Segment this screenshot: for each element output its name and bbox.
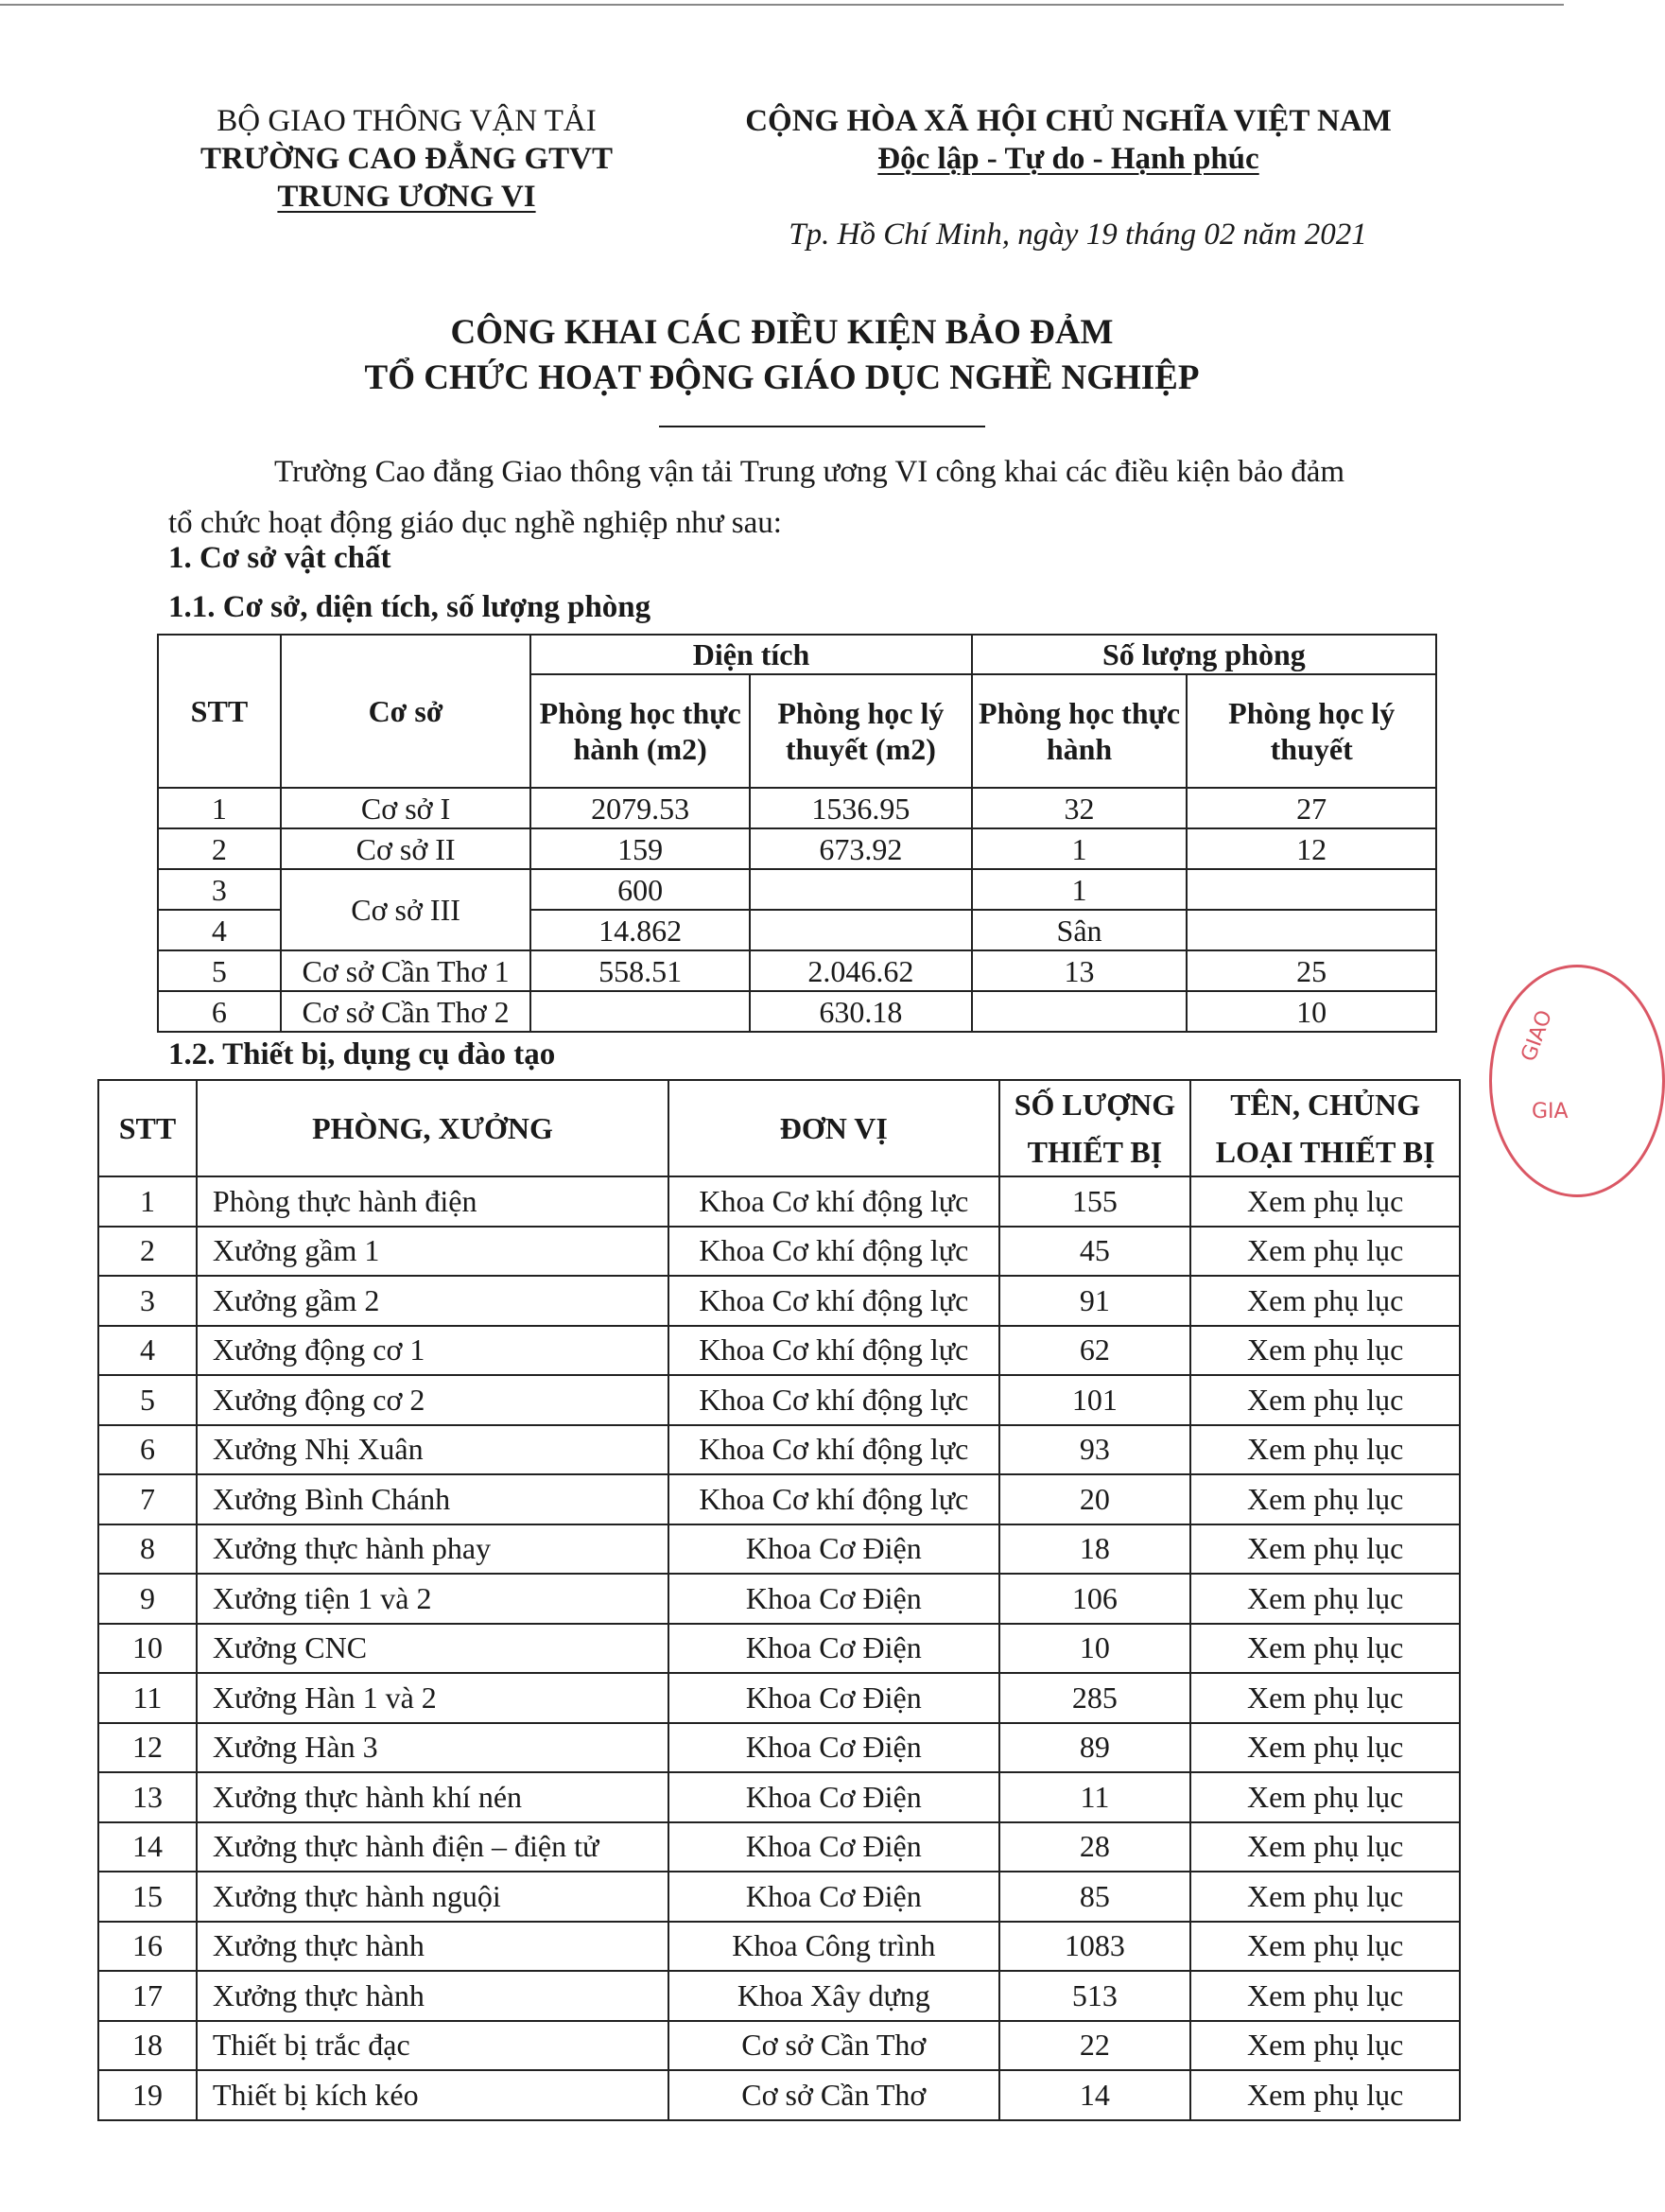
- cell-count-practice: Sân: [972, 910, 1188, 950]
- cell-coso: Cơ sở III: [281, 869, 530, 950]
- cell-area-theory: [750, 869, 972, 910]
- cell-stt: 2: [98, 1227, 197, 1277]
- cell-area-theory: 630.18: [750, 991, 972, 1032]
- cell-equipment-count: 45: [999, 1227, 1191, 1277]
- table-row: [98, 1723, 1460, 1773]
- cell-coso: Cơ sở I: [281, 788, 530, 828]
- table-row: [98, 1375, 1460, 1425]
- cell-room: Thiết bị trắc đạc: [197, 2021, 668, 2071]
- cell-stt: 8: [98, 1524, 197, 1575]
- cell-equipment-type: Xem phụ lục: [1190, 1227, 1460, 1277]
- cell-stt: 1: [158, 788, 281, 828]
- cell-count-practice: 1: [972, 828, 1188, 869]
- cell-unit: Khoa Cơ Điện: [668, 1673, 998, 1723]
- section-heading-1: 1. Cơ sở vật chất: [168, 541, 391, 575]
- table-row: [98, 1971, 1460, 2021]
- section-heading-1-1: 1.1. Cơ sở, diện tích, số lượng phòng: [168, 590, 651, 624]
- intro-line2: tổ chức hoạt động giáo dục nghề nghiệp như sau:: [168, 506, 782, 540]
- seal-text-1: GIAO: [1517, 1007, 1557, 1065]
- table-row: [158, 991, 1436, 1032]
- cell-equipment-type: Xem phụ lục: [1190, 1922, 1460, 1972]
- cell-unit: Khoa Cơ Điện: [668, 1723, 998, 1773]
- cell-stt: 15: [98, 1872, 197, 1922]
- cell-unit: Khoa Cơ Điện: [668, 1772, 998, 1822]
- cell-count-theory: 12: [1187, 828, 1436, 869]
- equipment-table-body: [98, 1176, 1460, 2120]
- table-row: [98, 1326, 1460, 1376]
- cell-equipment-count: 85: [999, 1872, 1191, 1922]
- ministry-name: BỘ GIAO THÔNG VẬN TẢI: [217, 104, 597, 138]
- cell-count-theory: [1187, 910, 1436, 950]
- cell-unit: Cơ sở Cần Thơ: [668, 2070, 998, 2120]
- cell-stt: 4: [158, 910, 281, 950]
- table-row: [98, 1524, 1460, 1575]
- header-coso: Cơ sở: [281, 635, 530, 788]
- cell-stt: 3: [98, 1276, 197, 1326]
- cell-area-practice: 558.51: [530, 950, 750, 991]
- cell-unit: Cơ sở Cần Thơ: [668, 2021, 998, 2071]
- cell-stt: 5: [158, 950, 281, 991]
- seal-text-2: GIA: [1532, 1100, 1569, 1123]
- cell-equipment-count: 10: [999, 1624, 1191, 1674]
- cell-equipment-type: Xem phụ lục: [1190, 1524, 1460, 1575]
- cell-area-practice: 600: [530, 869, 750, 910]
- cell-stt: 9: [98, 1574, 197, 1624]
- cell-room: Xưởng thực hành: [197, 1922, 668, 1972]
- cell-count-theory: 25: [1187, 950, 1436, 991]
- cell-stt: 7: [98, 1474, 197, 1524]
- header-count-theory: Phòng học lý thuyết: [1187, 674, 1436, 788]
- table-row: [98, 1872, 1460, 1922]
- cell-equipment-count: 22: [999, 2021, 1191, 2071]
- header-area: Diện tích: [530, 635, 971, 674]
- cell-room: Xưởng Nhị Xuân: [197, 1425, 668, 1475]
- title-line1: CÔNG KHAI CÁC ĐIỀU KIỆN BẢO ĐẢM: [450, 313, 1114, 352]
- cell-unit: Khoa Xây dựng: [668, 1971, 998, 2021]
- cell-room: Xưởng thực hành điện – điện tử: [197, 1822, 668, 1872]
- header-stt: STT: [158, 635, 281, 788]
- cell-stt: 11: [98, 1673, 197, 1723]
- cell-stt: 14: [98, 1822, 197, 1872]
- facilities-table: [157, 634, 1437, 1033]
- cell-equipment-count: 91: [999, 1276, 1191, 1326]
- cell-stt: 4: [98, 1326, 197, 1376]
- table-row: [98, 2070, 1460, 2120]
- cell-room: Xưởng thực hành nguội: [197, 1872, 668, 1922]
- equipment-table: [97, 1079, 1461, 2121]
- cell-equipment-count: 1083: [999, 1922, 1191, 1972]
- cell-room: Xưởng động cơ 2: [197, 1375, 668, 1425]
- table-row: [98, 1574, 1460, 1624]
- cell-coso: Cơ sở Cần Thơ 1: [281, 950, 530, 991]
- cell-room: Xưởng gầm 1: [197, 1227, 668, 1277]
- cell-equipment-type: Xem phụ lục: [1190, 1574, 1460, 1624]
- table-row: [98, 1624, 1460, 1674]
- cell-area-practice: 14.862: [530, 910, 750, 950]
- national-motto: Độc lập - Tự do - Hạnh phúc: [877, 142, 1259, 176]
- cell-room: Xưởng Bình Chánh: [197, 1474, 668, 1524]
- cell-equipment-type: Xem phụ lục: [1190, 1624, 1460, 1674]
- cell-stt: 12: [98, 1723, 197, 1773]
- cell-count-theory: 27: [1187, 788, 1436, 828]
- cell-equipment-type: Xem phụ lục: [1190, 1375, 1460, 1425]
- cell-area-theory: 2.046.62: [750, 950, 972, 991]
- cell-count-practice: 32: [972, 788, 1188, 828]
- cell-equipment-type: Xem phụ lục: [1190, 1425, 1460, 1475]
- cell-stt: 19: [98, 2070, 197, 2120]
- cell-equipment-type: Xem phụ lục: [1190, 1276, 1460, 1326]
- agency-header: [161, 102, 652, 216]
- cell-count-practice: 1: [972, 869, 1188, 910]
- cell-stt: 2: [158, 828, 281, 869]
- intro-paragraph: [168, 446, 1473, 549]
- table-row: [158, 950, 1436, 991]
- table-row: [98, 2021, 1460, 2071]
- official-seal: [1489, 965, 1665, 1197]
- cell-unit: Khoa Cơ khí động lực: [668, 1425, 998, 1475]
- cell-unit: Khoa Cơ khí động lực: [668, 1375, 998, 1425]
- cell-equipment-type: Xem phụ lục: [1190, 1971, 1460, 2021]
- cell-stt: 3: [158, 869, 281, 910]
- table-row: [158, 828, 1436, 869]
- cell-equipment-type: Xem phụ lục: [1190, 1326, 1460, 1376]
- header-room: PHÒNG, XƯỞNG: [197, 1080, 668, 1176]
- table-row: [98, 1227, 1460, 1277]
- cell-area-theory: 1536.95: [750, 788, 972, 828]
- cell-equipment-count: 62: [999, 1326, 1191, 1376]
- page-top-edge: [0, 4, 1564, 6]
- cell-unit: Khoa Cơ khí động lực: [668, 1176, 998, 1227]
- table-row: [98, 1176, 1460, 1227]
- cell-room: Xưởng tiện 1 và 2: [197, 1574, 668, 1624]
- header-area-theory: Phòng học lý thuyết (m2): [750, 674, 972, 788]
- cell-unit: Khoa Cơ khí động lực: [668, 1326, 998, 1376]
- cell-equipment-count: 155: [999, 1176, 1191, 1227]
- header-equipment-count: SỐ LƯỢNG THIẾT BỊ: [999, 1080, 1191, 1176]
- cell-equipment-count: 89: [999, 1723, 1191, 1773]
- cell-room: Xưởng thực hành khí nén: [197, 1772, 668, 1822]
- cell-unit: Khoa Cơ Điện: [668, 1822, 998, 1872]
- cell-unit: Khoa Cơ khí động lực: [668, 1474, 998, 1524]
- header-count-practice: Phòng học thực hành: [972, 674, 1188, 788]
- cell-stt: 10: [98, 1624, 197, 1674]
- cell-equipment-count: 11: [999, 1772, 1191, 1822]
- cell-equipment-count: 513: [999, 1971, 1191, 2021]
- cell-unit: Khoa Cơ khí động lực: [668, 1276, 998, 1326]
- cell-stt: 17: [98, 1971, 197, 2021]
- table-row: [158, 869, 1436, 910]
- table-row: [98, 1673, 1460, 1723]
- cell-stt: 18: [98, 2021, 197, 2071]
- cell-room: Xưởng thực hành phay: [197, 1524, 668, 1575]
- cell-equipment-type: Xem phụ lục: [1190, 2021, 1460, 2071]
- cell-equipment-count: 28: [999, 1822, 1191, 1872]
- cell-equipment-count: 93: [999, 1425, 1191, 1475]
- national-header: [719, 102, 1418, 178]
- table-row: [98, 1276, 1460, 1326]
- cell-equipment-count: 18: [999, 1524, 1191, 1575]
- table-row: [158, 788, 1436, 828]
- country-name: CỘNG HÒA XÃ HỘI CHỦ NGHĨA VIỆT NAM: [745, 104, 1392, 138]
- cell-equipment-type: Xem phụ lục: [1190, 1822, 1460, 1872]
- table-row: [98, 1772, 1460, 1822]
- cell-equipment-type: Xem phụ lục: [1190, 1673, 1460, 1723]
- cell-stt: 1: [98, 1176, 197, 1227]
- section-heading-1-2: 1.2. Thiết bị, dụng cụ đào tạo: [168, 1037, 556, 1071]
- document-title: [189, 310, 1375, 401]
- cell-area-practice: [530, 991, 750, 1032]
- cell-area-theory: [750, 910, 972, 950]
- cell-unit: Khoa Cơ Điện: [668, 1524, 998, 1575]
- cell-equipment-type: Xem phụ lục: [1190, 1723, 1460, 1773]
- school-name-line1: TRƯỜNG CAO ĐẲNG GTVT: [199, 142, 614, 176]
- cell-room: Xưởng CNC: [197, 1624, 668, 1674]
- cell-area-practice: 2079.53: [530, 788, 750, 828]
- table-row: [98, 1425, 1460, 1475]
- cell-count-theory: [1187, 869, 1436, 910]
- table-row: [98, 1822, 1460, 1872]
- header-area-practice: Phòng học thực hành (m2): [530, 674, 750, 788]
- cell-equipment-type: Xem phụ lục: [1190, 2070, 1460, 2120]
- header-unit: ĐƠN VỊ: [668, 1080, 998, 1176]
- cell-coso: Cơ sở Cần Thơ 2: [281, 991, 530, 1032]
- cell-room: Thiết bị kích kéo: [197, 2070, 668, 2120]
- school-name-line2: TRUNG ƯƠNG VI: [277, 180, 536, 214]
- cell-equipment-count: 106: [999, 1574, 1191, 1624]
- cell-area-practice: 159: [530, 828, 750, 869]
- cell-area-theory: 673.92: [750, 828, 972, 869]
- cell-stt: 13: [98, 1772, 197, 1822]
- cell-room: Xưởng động cơ 1: [197, 1326, 668, 1376]
- title-divider: [659, 426, 985, 427]
- header-stt: STT: [98, 1080, 197, 1176]
- cell-coso: Cơ sở II: [281, 828, 530, 869]
- cell-room: Xưởng Hàn 1 và 2: [197, 1673, 668, 1723]
- cell-unit: Khoa Cơ Điện: [668, 1624, 998, 1674]
- cell-equipment-count: 101: [999, 1375, 1191, 1425]
- cell-unit: Khoa Cơ khí động lực: [668, 1227, 998, 1277]
- cell-count-practice: 13: [972, 950, 1188, 991]
- cell-count-theory: 10: [1187, 991, 1436, 1032]
- place-date: Tp. Hồ Chí Minh, ngày 19 tháng 02 năm 2021: [789, 218, 1367, 252]
- cell-unit: Khoa Công trình: [668, 1922, 998, 1972]
- cell-count-practice: [972, 991, 1188, 1032]
- cell-stt: 6: [98, 1425, 197, 1475]
- cell-room: Xưởng gầm 2: [197, 1276, 668, 1326]
- cell-equipment-type: Xem phụ lục: [1190, 1772, 1460, 1822]
- table-row: [98, 1474, 1460, 1524]
- intro-line1: Trường Cao đẳng Giao thông vận tải Trung ương VI công khai các điều kiện bảo đảm: [274, 455, 1345, 489]
- cell-stt: 16: [98, 1922, 197, 1972]
- table-row: [98, 1922, 1460, 1972]
- cell-unit: Khoa Cơ Điện: [668, 1872, 998, 1922]
- cell-equipment-type: Xem phụ lục: [1190, 1176, 1460, 1227]
- title-line2: TỔ CHỨC HOẠT ĐỘNG GIÁO DỤC NGHỀ NGHIỆP: [364, 358, 1200, 397]
- cell-room: Xưởng Hàn 3: [197, 1723, 668, 1773]
- cell-room: Phòng thực hành điện: [197, 1176, 668, 1227]
- cell-equipment-count: 285: [999, 1673, 1191, 1723]
- cell-equipment-type: Xem phụ lục: [1190, 1872, 1460, 1922]
- cell-stt: 5: [98, 1375, 197, 1425]
- cell-room: Xưởng thực hành: [197, 1971, 668, 2021]
- cell-unit: Khoa Cơ Điện: [668, 1574, 998, 1624]
- header-room-count: Số lượng phòng: [972, 635, 1436, 674]
- cell-equipment-count: 20: [999, 1474, 1191, 1524]
- cell-stt: 6: [158, 991, 281, 1032]
- header-equipment-type: TÊN, CHỦNG LOẠI THIẾT BỊ: [1190, 1080, 1460, 1176]
- cell-equipment-count: 14: [999, 2070, 1191, 2120]
- cell-equipment-type: Xem phụ lục: [1190, 1474, 1460, 1524]
